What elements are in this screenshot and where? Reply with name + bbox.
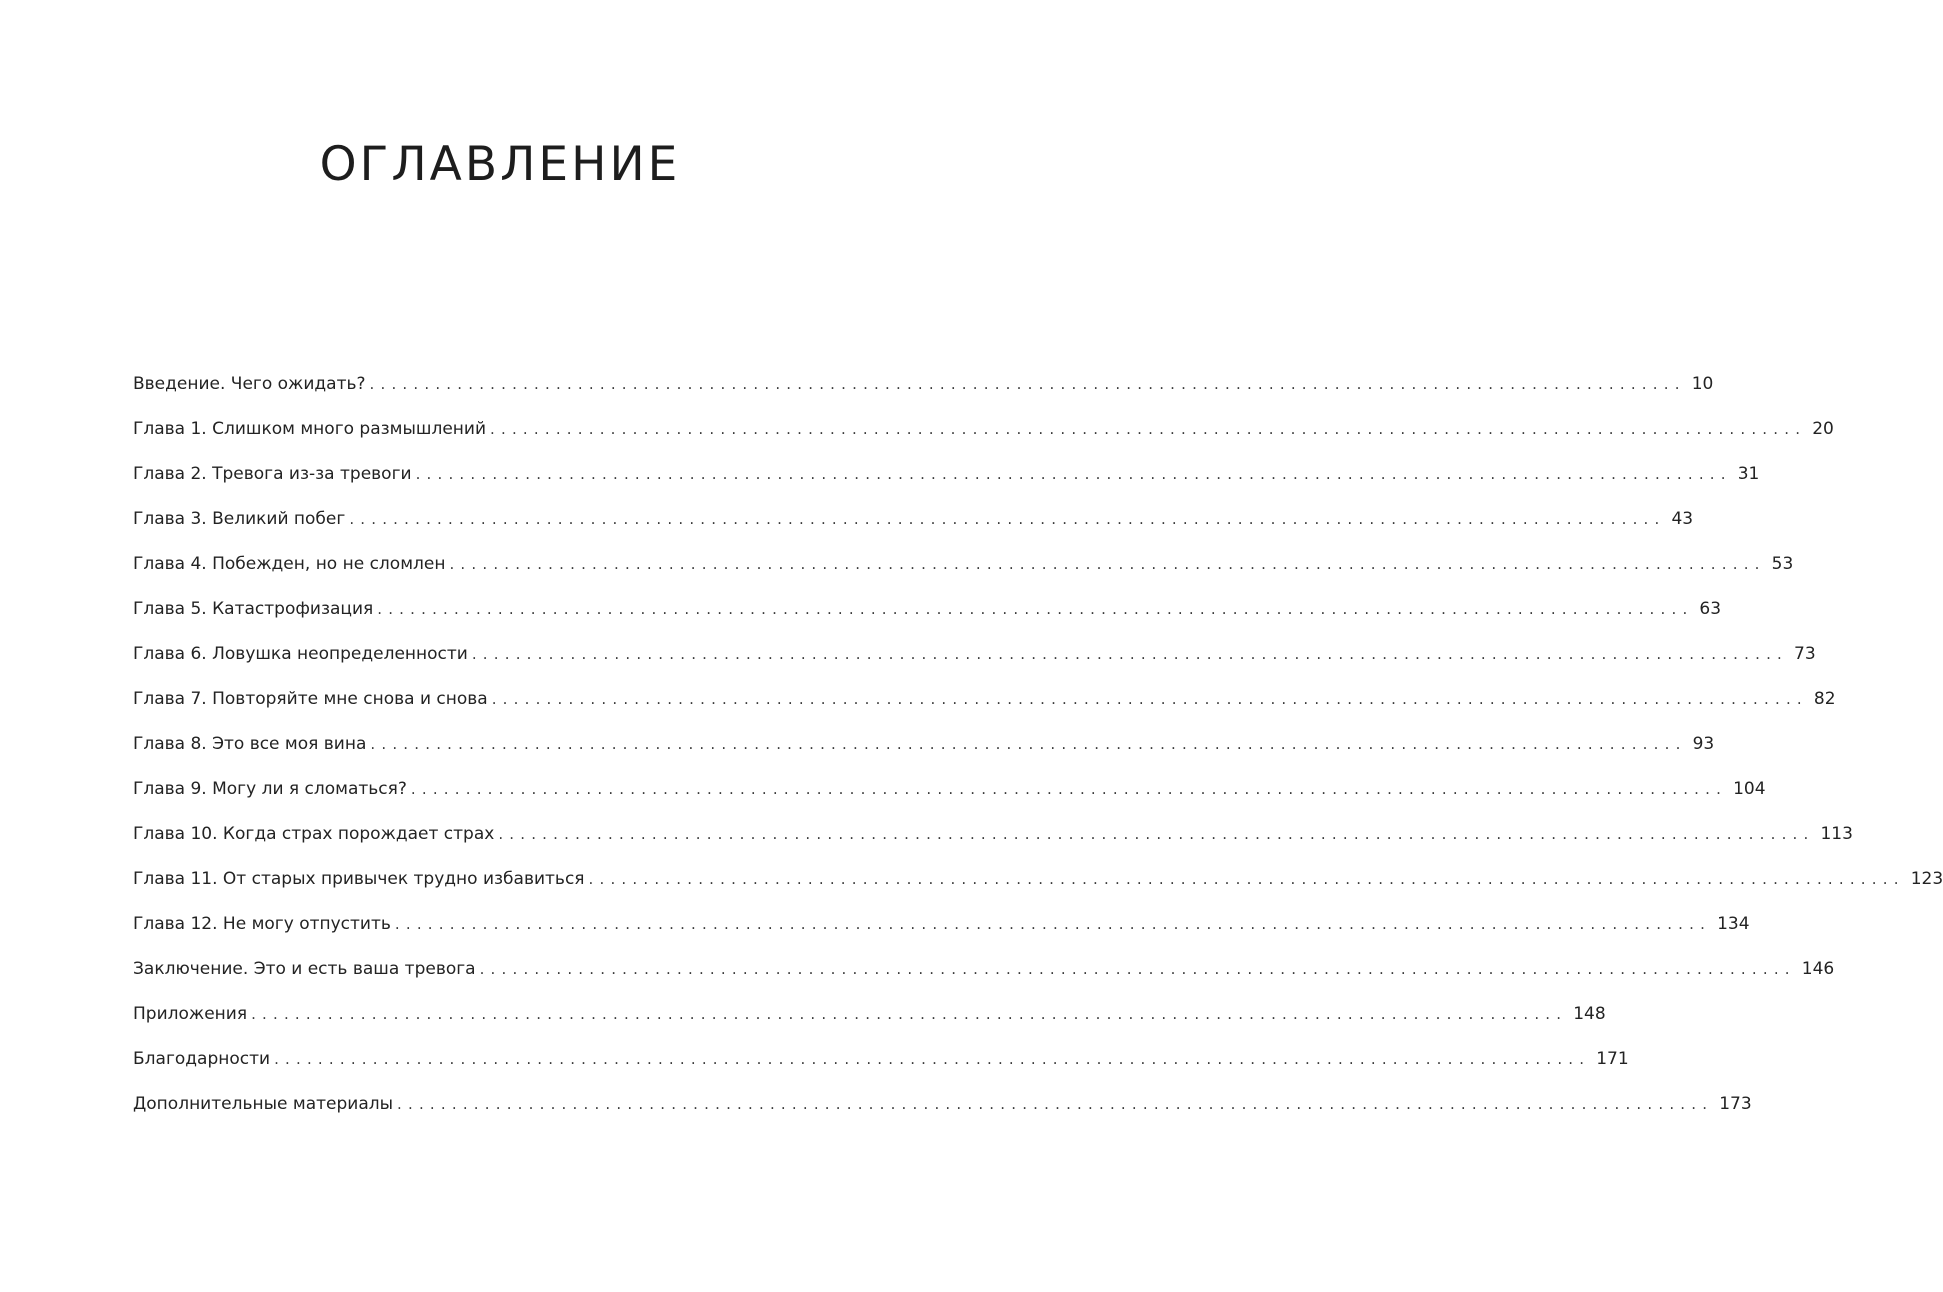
toc-page-number: 63 bbox=[1699, 599, 1722, 619]
toc-entry-title: Благодарности bbox=[133, 1049, 271, 1069]
toc-entry bbox=[133, 505, 1694, 550]
toc-entry-title: Глава 7. Повторяйте мне снова и снова bbox=[133, 689, 488, 709]
toc-entry-title: Приложения bbox=[133, 1004, 248, 1024]
toc-entry-title: Глава 4. Побежден, но не сломлен bbox=[133, 554, 446, 574]
dot-leader: ........................................................................................................................ bbox=[490, 420, 1807, 438]
dot-leader: ........................................................................................................................ bbox=[251, 1005, 1568, 1023]
toc-page-number: 73 bbox=[1794, 644, 1816, 664]
toc-entry bbox=[133, 910, 1750, 955]
toc-page-number: 173 bbox=[1719, 1094, 1752, 1114]
dot-leader: ........................................................................................................................ bbox=[410, 780, 1728, 798]
toc-page-number: 10 bbox=[1691, 374, 1714, 394]
toc-page-number: 104 bbox=[1733, 779, 1766, 799]
toc-page-number: 171 bbox=[1596, 1049, 1629, 1069]
toc-entry bbox=[133, 550, 1794, 595]
dot-leader: ........................................................................................................................ bbox=[349, 510, 1666, 528]
toc-entry bbox=[133, 820, 1853, 865]
toc-entry bbox=[133, 730, 1715, 775]
toc-page-number: 53 bbox=[1771, 554, 1794, 574]
toc-entry-title: Заключение. Это и есть ваша тревога bbox=[133, 959, 476, 979]
toc-entry-title: Глава 11. От старых привычек трудно избавиться bbox=[133, 869, 585, 889]
dot-leader: ........................................................................................................................ bbox=[415, 465, 1732, 483]
toc-entry bbox=[133, 460, 1760, 505]
toc-entry bbox=[133, 1045, 1629, 1090]
toc-page-number: 43 bbox=[1671, 509, 1694, 529]
table-of-contents bbox=[133, 370, 1943, 1135]
toc-entry bbox=[133, 640, 1816, 685]
toc-entry-title: Введение. Чего ожидать? bbox=[133, 374, 366, 394]
dot-leader: ........................................................................................................................ bbox=[377, 600, 1694, 618]
toc-entry bbox=[133, 415, 1834, 460]
toc-entry bbox=[133, 595, 1722, 640]
toc-entry-title: Глава 10. Когда страх порождает страх bbox=[133, 824, 495, 844]
dot-leader: ........................................................................................................................ bbox=[498, 825, 1815, 843]
toc-page-number: 123 bbox=[1910, 869, 1943, 889]
toc-entry bbox=[133, 1000, 1606, 1045]
toc-entry bbox=[133, 685, 1836, 730]
toc-page-number: 93 bbox=[1692, 734, 1715, 754]
toc-page-number: 20 bbox=[1812, 419, 1834, 439]
dot-leader: ........................................................................................................................ bbox=[449, 555, 1766, 573]
dot-leader: ........................................................................................................................ bbox=[369, 375, 1686, 393]
toc-entry bbox=[133, 775, 1766, 820]
dot-leader: ........................................................................................................................ bbox=[471, 645, 1789, 663]
dot-leader: ........................................................................................................................ bbox=[394, 915, 1712, 933]
toc-page-number: 113 bbox=[1820, 824, 1853, 844]
dot-leader: ........................................................................................................................ bbox=[479, 960, 1796, 978]
toc-entry-title: Глава 5. Катастрофизация bbox=[133, 599, 374, 619]
dot-leader: ........................................................................................................................ bbox=[397, 1095, 1714, 1113]
toc-entry bbox=[133, 955, 1835, 1000]
toc-page-number: 134 bbox=[1717, 914, 1750, 934]
toc-entry-title: Глава 1. Слишком много размышлений bbox=[133, 419, 487, 439]
dot-leader: ........................................................................................................................ bbox=[274, 1050, 1591, 1068]
toc-page-number: 146 bbox=[1801, 959, 1835, 979]
toc-entry-title: Глава 12. Не могу отпустить bbox=[133, 914, 391, 934]
toc-entry-title: Глава 8. Это все моя вина bbox=[133, 734, 367, 754]
dot-leader: ........................................................................................................................ bbox=[370, 735, 1687, 753]
toc-entry-title: Глава 3. Великий побег bbox=[133, 509, 346, 529]
dot-leader: ........................................................................................................................ bbox=[588, 870, 1905, 888]
toc-entry bbox=[133, 865, 1943, 910]
page-title: ОГЛАВЛЕНИЕ bbox=[319, 137, 681, 193]
toc-entry-title: Глава 2. Тревога из-за тревоги bbox=[133, 464, 412, 484]
toc-entry-title: Дополнительные материалы bbox=[133, 1094, 394, 1114]
dot-leader: ........................................................................................................................ bbox=[491, 690, 1808, 708]
toc-page-number: 82 bbox=[1813, 689, 1836, 709]
toc-page-number: 148 bbox=[1573, 1004, 1606, 1024]
toc-entry-title: Глава 9. Могу ли я сломаться? bbox=[133, 779, 407, 799]
toc-entry bbox=[133, 370, 1714, 415]
toc-page-number: 31 bbox=[1737, 464, 1760, 484]
toc-entry bbox=[133, 1090, 1752, 1135]
toc-entry-title: Глава 6. Ловушка неопределенности bbox=[133, 644, 468, 664]
